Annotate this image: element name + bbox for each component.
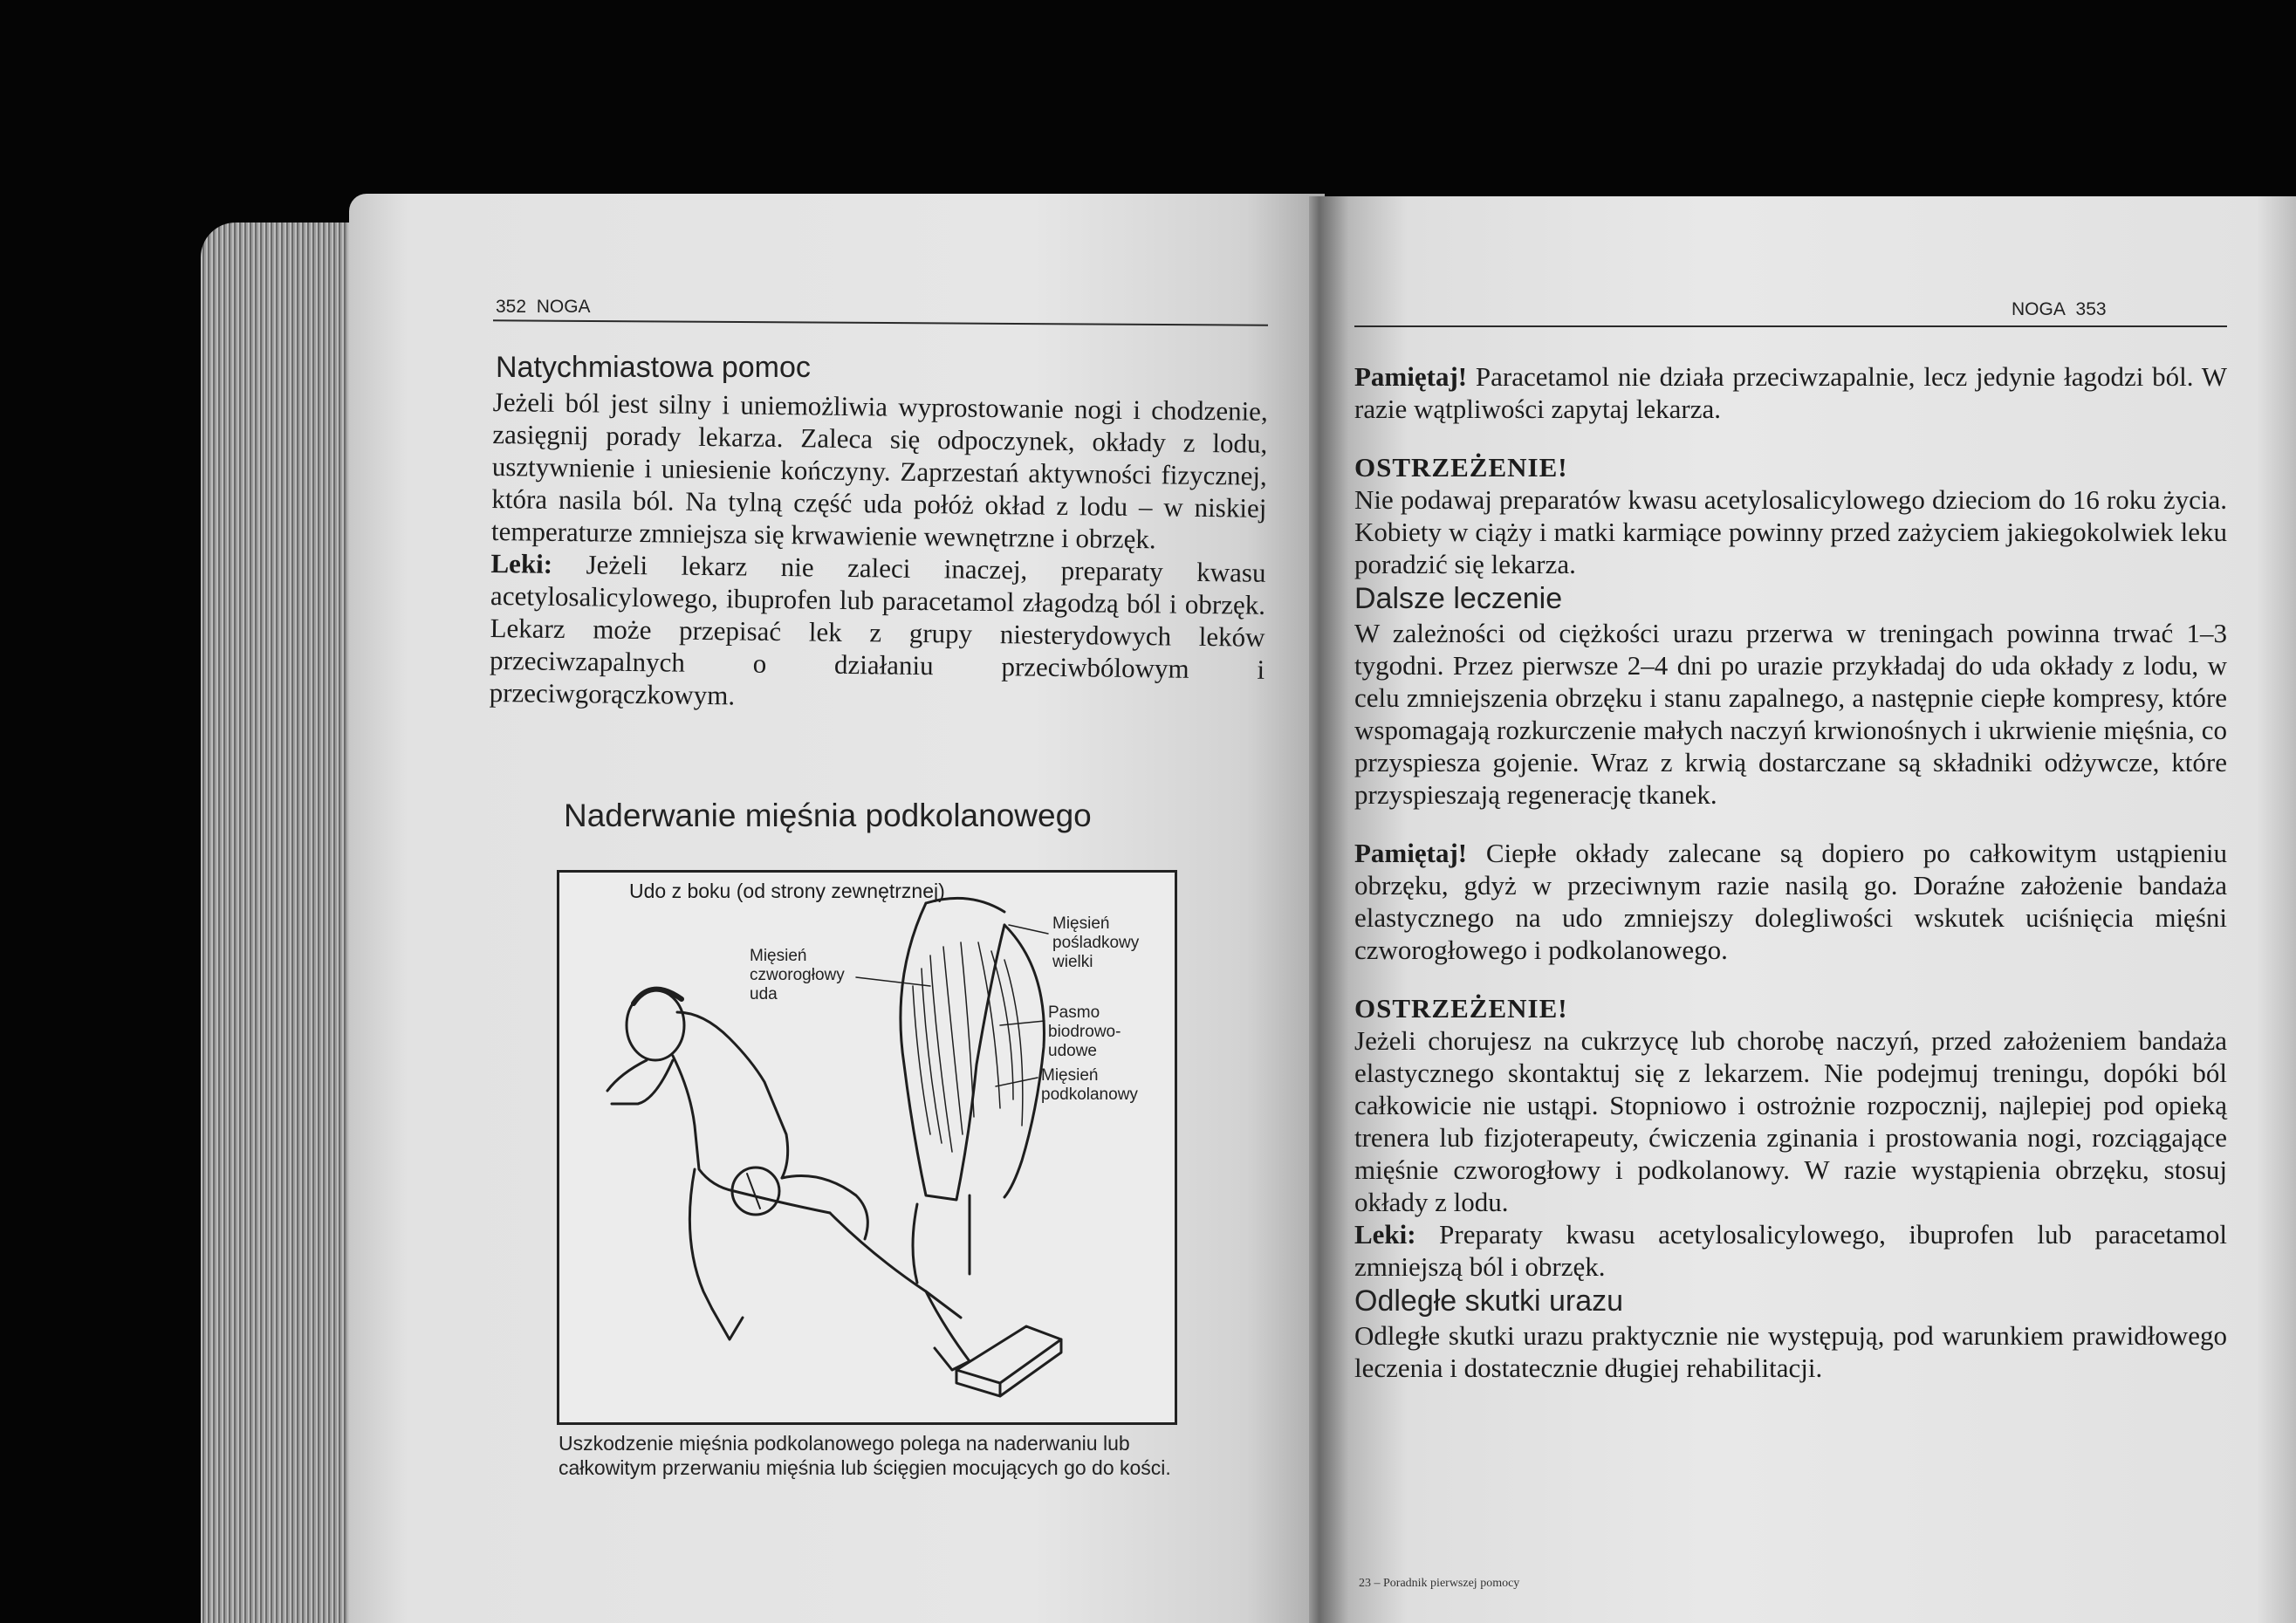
meds-paragraph (1354, 1218, 2227, 1283)
meds-label: Leki: (490, 547, 553, 579)
warning-label-2: OSTRZEŻENIE! (1354, 993, 1568, 1024)
label-iliotibial-band: Pasmo biodrowo-udowe (1048, 1003, 1121, 1060)
section-heading-4: Odległe skutki urazu (1354, 1284, 1624, 1318)
page-edge-stack (201, 223, 371, 1623)
running-head-left (496, 297, 591, 318)
label-hamstring: Mięsień podkolanowy (1041, 1066, 1138, 1104)
page-number: 352 (496, 297, 527, 317)
paragraph: Jeżeli ból jest silny i uniemożliwia wyprostowanie nogi i chodzenie, zasięgnij porady lekarza. Zaleca się odpoczynek, okłady z lodu, usztywnienie i uniesienie kończyny. Zaprzestań aktywności fizycznej, która nasila ból. Na tylną część uda połóż okład z lodu – w niskiej temperaturze zmniejsza się krwawienie wewnętrzne i obrzęk. (490, 386, 1268, 555)
remember-text-2: Ciepłe okłady zalecane są dopiero po całkowitym ustąpieniu obrzęku, gdyż w przeciwnym razie nasilą go. Doraźne założenie bandaża elastycznego na udo zmniejszy dolegliwości wskutek uciśnięcia mięśni czworogłowego i podkolanowego. (1354, 838, 2227, 965)
meds-text: Jeżeli lekarz nie zaleci inaczej, preparaty kwasu acetylosalicylowego, ibuprofen lub paracetamol złagodzą ból i obrzęk. Lekarz może przepisać lek z grupy niesterydowych leków przeciwzapalnych o działaniu przeciwbólowym i przeciwgorączkowym. (489, 549, 1266, 711)
warning-text-2: Jeżeli chorujesz na cukrzycę lub chorobę naczyń, przed założeniem bandaża elastycznego skontaktuj się z lekarzem. Nie podejmuj treningu, dopóki ból całkowicie nie ustąpi. Stopniowo i ostrożnie rozpocznij, najlepiej pod opieką trenera lub fizjoterapeuty, ćwiczenia zginania i prostowania nogi, rozciągające mięśnie czworogłowy i podkolanowy. W razie wystąpienia obrzęku, stosuj okłady z lodu. (1354, 1025, 2227, 1217)
meds-text: Preparaty kwasu acetylosalicylowego, ibuprofen lub paracetamol zmniejszą ból i obrzęk. (1354, 1219, 2227, 1282)
running-title: NOGA (2012, 299, 2066, 319)
remember-label: Pamiętaj! (1354, 361, 1468, 392)
paragraph: W zależności od ciężkości urazu przerwa w treningach powinna trwać 1–3 tygodni. Przez pierwsze 2–4 dni po urazie przykładaj do uda okłady z lodu, w celu zmniejszenia obrzęku i stanu zapalnego, a następnie ciepłe kompresy, które wspomagają rozkurczenie małych naczyń krwionośnych i ukrwienie mięśnia, co przyspiesza gojenie. Wraz z krwią dostarczane są składniki odżywcze, które przyspieszają regenerację tkanek. (1354, 618, 2227, 810)
label-gluteus: Mięsień pośladkowy wielki (1052, 914, 1140, 971)
anatomy-figure (557, 870, 1177, 1425)
body-text-block (1354, 360, 2227, 1384)
remember-paragraph-2 (1354, 837, 2227, 966)
page-footer: 23 – Poradnik pierwszej pomocy (1359, 1577, 1520, 1590)
remember-text: Paracetamol nie działa przeciwzapalnie, lecz jedynie łagodzi ból. W razie wątpliwości zapytaj lekarza. (1354, 361, 2227, 424)
meds-label: Leki: (1354, 1219, 1416, 1250)
warning-label: OSTRZEŻENIE! (1354, 452, 1568, 483)
remember-paragraph (1354, 360, 2227, 425)
running-head-right (2012, 299, 2107, 320)
remember-label-2: Pamiętaj! (1354, 838, 1468, 868)
figure-title: Udo z boku (od strony zewnętrznej) (629, 880, 945, 902)
section-heading-3: Dalsze leczenie (1354, 582, 1563, 615)
body-text-block (489, 386, 1267, 718)
meds-paragraph (489, 547, 1265, 718)
header-rule (1354, 325, 2227, 327)
section-heading: Natychmiastowa pomoc (496, 351, 811, 384)
warning-text: Nie podawaj preparatów kwasu acetylosalicylowego dzieciom do 16 roku życia. Kobiety w ciąży i matki karmiące powinny przed zażyciem jakiegokolwiek leku poradzić się lekarza. (1354, 484, 2227, 579)
label-quadriceps: Mięsień czworogłowy uda (750, 947, 845, 1003)
right-page (1319, 196, 2296, 1623)
section-heading-2: Naderwanie mięśnia podkolanowego (564, 798, 1092, 833)
left-page (349, 194, 1325, 1623)
header-rule (493, 319, 1268, 325)
page-number: 353 (2075, 299, 2107, 319)
figure-caption: Uszkodzenie mięśnia podkolanowego polega na naderwaniu lub całkowitym przerwaniu mięśnia lub ścięgien mocujących go do kości. (559, 1432, 1171, 1479)
paragraph: Odległe skutki urazu praktycznie nie występują, pod warunkiem prawidłowego leczenia i dostatecznie długiej rehabilitacji. (1354, 1320, 2227, 1383)
running-title: NOGA (536, 297, 591, 317)
